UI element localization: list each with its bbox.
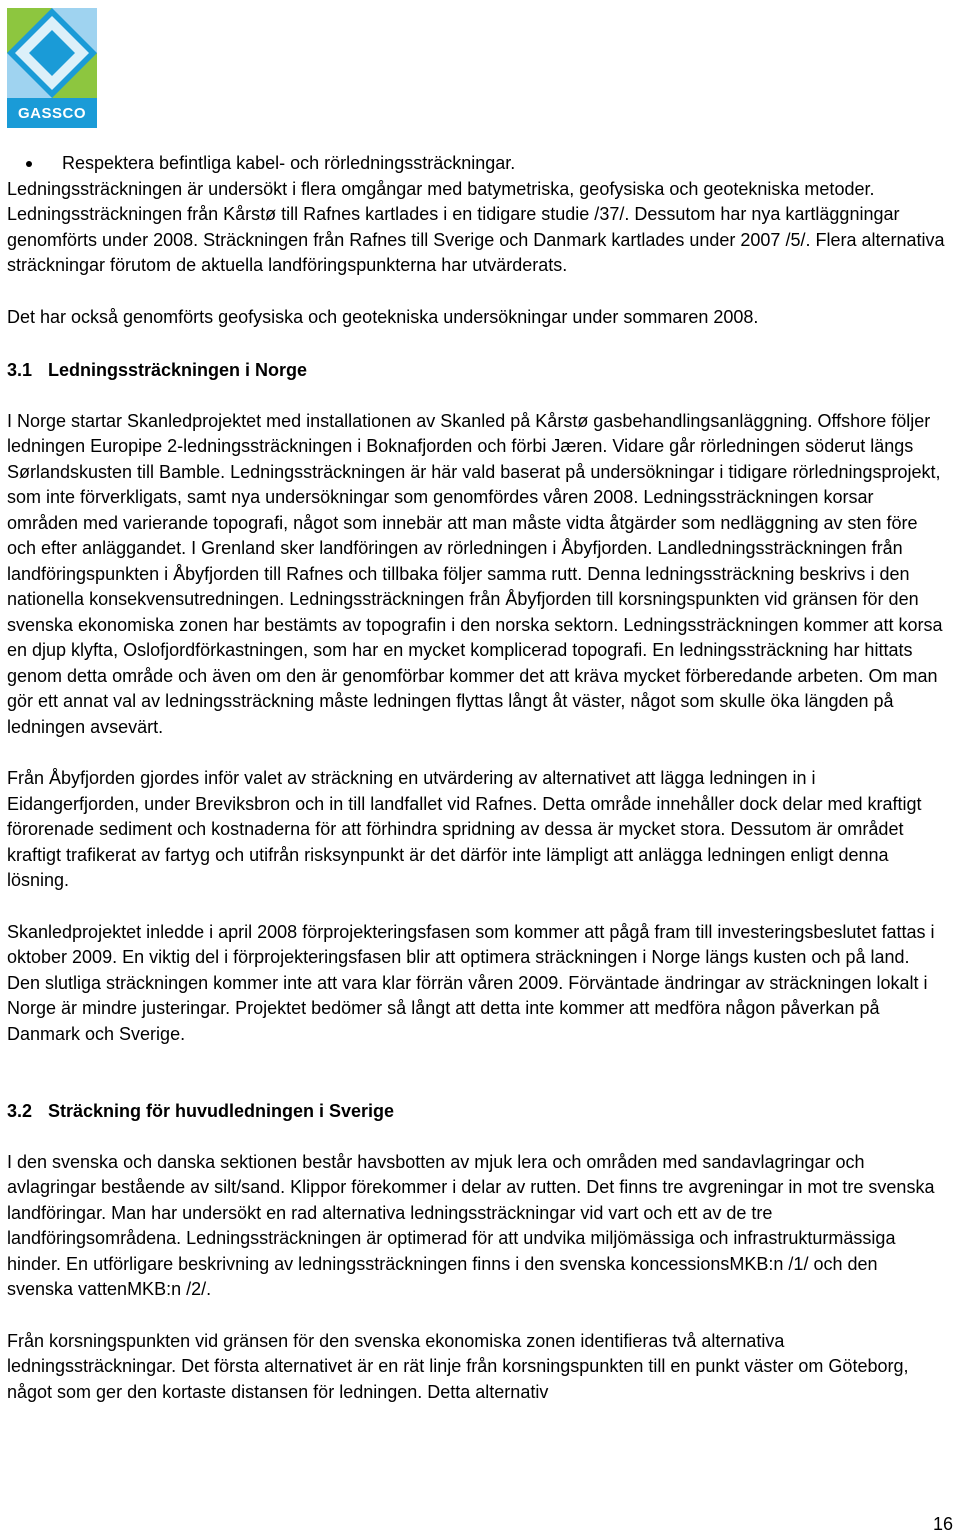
logo-text: GASSCO (17, 105, 86, 122)
section-title: Ledningssträckningen i Norge (48, 360, 308, 380)
section-title: Sträckning för huvudledningen i Sverige (48, 1101, 395, 1121)
document-body (7, 151, 947, 1405)
bullet-list-item (7, 151, 947, 279)
bullet-icon (26, 161, 32, 167)
bullet-first-line: Respektera befintliga kabel- och rörledningssträckningar. (62, 153, 516, 173)
paragraph-sverige-1: I den svenska och danska sektionen består havsbotten av mjuk lera och områden med sandavlagringar och avlagringar bestående av silt/sand. Klippor förekommer i delar av rutten. Det finns tre avgreningar in mot tre svenska landföringar. Man har undersökt en rad alternativa ledningssträckningar vid vart och ett av de tre landföringsområdena. Ledningssträckningen är optimerad för att undvika miljömässiga och infrastrukturmässiga hinder. En utförligare beskrivning av ledningssträckningen finns i den svenska koncessionsMKB:n /1/ och den svenska vattenMKB:n /2/. (7, 1151, 935, 1299)
paragraph-norge-2: Från Åbyfjorden gjordes inför valet av sträckning en utvärdering av alternativet att lägga ledningen in i Eidangerfjorden, under Breviksbron och in till landfallet vid Rafnes. Detta område innehåller dock delar med kraftigt förorenade sediment och kostnaderna för att förhindra spridning av dessa är mycket stora. Dessutom är området kraftigt trafikerat av fartyg och utifrån risksynpunkt är det därför inte lämpligt att anlägga ledningen enligt denna lösning. (7, 768, 922, 890)
paragraph-sverige-2: Från korsningspunkten vid gränsen för den svenska ekonomiska zonen identifieras två alternativa ledningssträckningar. Det första alternativet är en rät linje från korsningspunkten till en punkt väster om Göteborg, något som ger den kortaste distansen för ledningen. Detta alternativ (7, 1330, 909, 1402)
paragraph-norge-3: Skanledprojektet inledde i april 2008 förprojekteringsfasen som kommer att pågå fram till investeringsbeslutet fattas i oktober 2009. En viktig del i förprojekteringsfasen blir att optimera sträckningen i Norge längs kusten och på land. Den slutliga sträckningen kommer inte att vara klar förrän våren 2009. Förväntade ändringar av sträckningen lokalt i Norge är mindre justeringar. Projektet bedömer så långt att detta inte kommer att medföra någon påverkan på Danmark och Sverige. (7, 921, 935, 1044)
section-number: 3.2 (7, 1101, 33, 1121)
gassco-logo (7, 8, 97, 128)
paragraph-norge-1: I Norge startar Skanledprojektet med installationen av Skanled på Kårstø gasbehandlingsanläggning. Offshore följer ledningen Europipe 2-ledningssträckningen i Boknafjorden och förbi Jæren. Vidare går rörledningen söderut längs Sørlandskusten till Bamble. Ledningssträckningen är här vald baserat på undersökningar i tidigare rörledningsprojekt, som inte förverkligats, samt nya undersökningar som genomfördes våren 2008. Ledningssträckningen korsar områden med varierande topografi, något som innebär att man måste vidta åtgärder som nedläggning av sten före och efter anläggandet. I Grenland sker landföringen av rörledningen i Åbyfjorden. Landledningssträckningen från landföringspunkten i Åbyfjorden till Rafnes och tillbaka följer samma rutt. Denna ledningssträckning beskrivs i den nationella konsekvensutredningen. Ledningssträckningen från Åbyfjorden till korsningspunkten vid gränsen för den svenska ekonomiska zonen har bestämts av topografin i den norska sektorn. Ledningssträckningen kommer att korsa en djup klyfta, Oslofjordförkastningen, som har en mycket komplicerad topografi. En ledningssträckning har hittats genom detta område och även om den är genomförbar kommer det att kräva mycket förberedande arbeten. Om man gör ett annat val av ledningssträckning måste ledningen flyttas långt åt väster, något som skulle öka längden på ledningen avsevärt. (7, 410, 943, 737)
section-heading-3-2 (7, 1099, 947, 1125)
page-number: 16 (932, 1514, 953, 1534)
paragraph-geofysiska: Det har också genomförts geofysiska och geotekniska undersökningar under sommaren 2008. (7, 306, 759, 327)
section-heading-3-1 (7, 358, 947, 384)
bullet-continuation-paragraph: Ledningssträckningen är undersökt i flera omgångar med batymetriska, geofysiska och geotekniska metoder. Ledningssträckningen från Kårstø till Rafnes kartlades i en tidigare studie /37/. Dessutom har nya kartläggningar genomförts under 2008. Sträckningen från Rafnes till Sverige och Danmark kartlades under 2007 /5/. Flera alternativa sträckningar förutom de aktuella landföringspunkterna har utvärderats. (7, 178, 945, 275)
section-number: 3.1 (7, 360, 33, 380)
